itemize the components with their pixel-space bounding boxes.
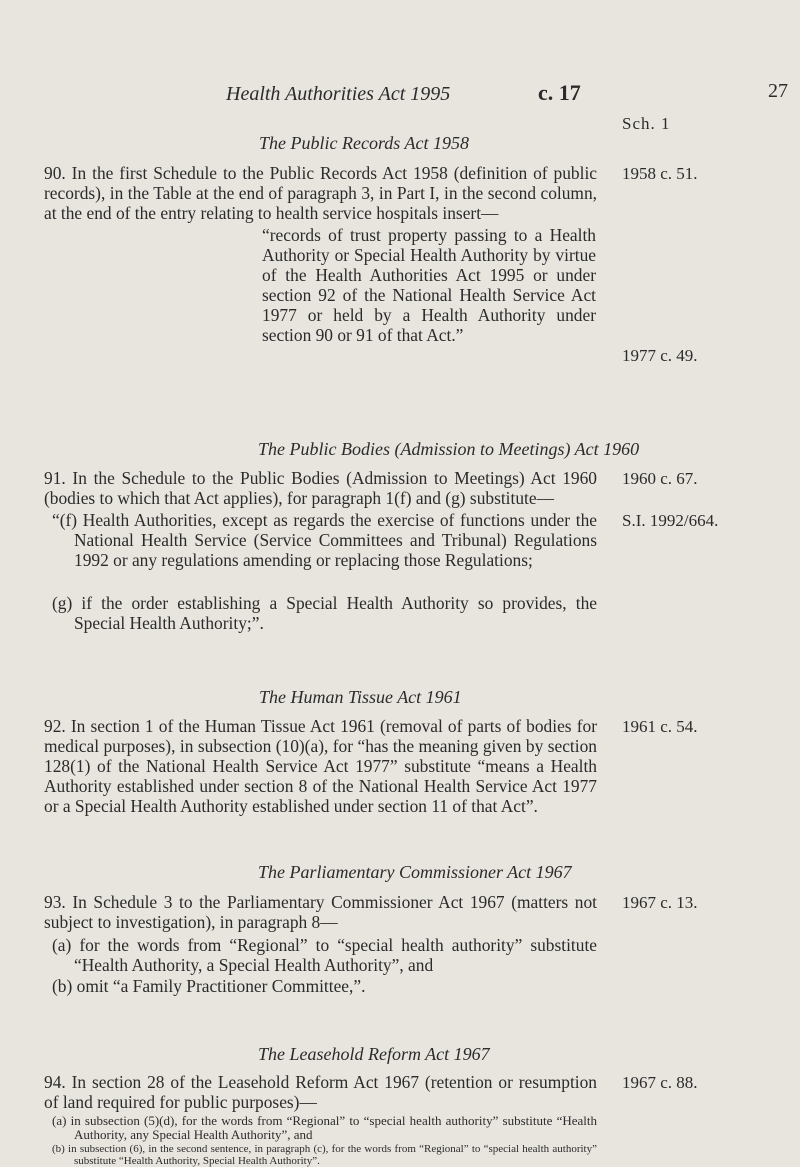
paragraph-text: 90. In the first Schedule to the Public Records Act 1958 (definition of public records), in the Table at the end of paragraph 3, in Part I, in the second column, at the end of the entry relating to health service hospitals insert— xyxy=(44,163,597,223)
section-heading: The Leasehold Reform Act 1967 xyxy=(258,1044,490,1064)
section-heading: The Public Records Act 1958 xyxy=(259,133,469,153)
margin-note: 1977 c. 49. xyxy=(622,346,698,365)
paragraph-text: 93. In Schedule 3 to the Parliamentary Commissioner Act 1967 (matters not subject to investigation), in paragraph 8— xyxy=(44,892,597,932)
inserted-text: “records of trust property passing to a Health Authority or Special Health Authority by virtue of the Health Authorities Act 1995 or under section 92 of the National Health Service Act 1977 or held by a Health Authority under section 90 or 91 of that Act.” xyxy=(262,225,596,345)
paragraph-text: 91. In the Schedule to the Public Bodies (Admission to Meetings) Act 1960 (bodies to which that Act applies), for paragraph 1(f) and (g) substitute— xyxy=(44,468,597,508)
list-item: “(f) Health Authorities, except as regards the exercise of functions under the National Health Service (Service Committees and Tribunal) Regulations 1992 or any regulations amending or replacing those Regulations; xyxy=(52,510,597,570)
section-heading: The Public Bodies (Admission to Meetings) Act 1960 xyxy=(258,439,640,459)
paragraph-text: 92. In section 1 of the Human Tissue Act 1961 (removal of parts of bodies for medical purposes), in subsection (10)(a), for “has the meaning given by section 128(1) of the National Health Service Act 1977” substitute “means a Health Authority established under section 8 of the National Health Service Act 1977 or a Special Health Authority established under section 11 of that Act”. xyxy=(44,716,597,816)
margin-note: S.I. 1992/664. xyxy=(622,511,719,530)
running-header-title: Health Authorities Act 1995 xyxy=(226,83,451,105)
list-item: (a) in subsection (5)(d), for the words from “Regional” to “special health authority” substitute “Health Authority, any Special Health Authority”, and xyxy=(52,1113,597,1142)
item-a xyxy=(22,1114,597,1142)
paragraph-text: 94. In section 28 of the Leasehold Reform Act 1967 (retention or resumption of land required for public purposes)— xyxy=(44,1072,597,1112)
item-a xyxy=(22,935,597,975)
list-item: (b) in subsection (6), in the second sentence, in paragraph (c), for the words from “Regional” to “special health authority” substitute “Health Authority, Special Health Authority”. xyxy=(52,1143,597,1167)
paragraph-92 xyxy=(22,716,597,816)
item-b xyxy=(22,976,597,996)
page-number: 27 xyxy=(768,80,788,102)
margin-note: 1958 c. 51. xyxy=(622,164,698,183)
paragraph-90 xyxy=(22,163,597,223)
list-item: (g) if the order establishing a Special Health Authority so provides, the Special Health Authority;”. xyxy=(52,593,597,633)
section-heading: The Parliamentary Commissioner Act 1967 xyxy=(258,862,572,882)
paragraph-94 xyxy=(22,1072,597,1112)
list-item: (b) omit “a Family Practitioner Committee,”. xyxy=(52,976,366,996)
margin-note: 1967 c. 13. xyxy=(622,893,698,912)
item-g xyxy=(22,593,597,633)
margin-note: 1960 c. 67. xyxy=(622,469,698,488)
section-heading: The Human Tissue Act 1961 xyxy=(259,687,462,707)
paragraph-91 xyxy=(22,468,597,508)
paragraph-93 xyxy=(22,892,597,932)
running-header-chapter: c. 17 xyxy=(538,80,581,105)
schedule-label: Sch. 1 xyxy=(622,114,671,133)
margin-note: 1967 c. 88. xyxy=(622,1073,698,1092)
list-item: (a) for the words from “Regional” to “special health authority” substitute “Health Authority, a Special Health Authority”, and xyxy=(52,935,597,975)
item-f xyxy=(22,510,597,570)
margin-note: 1961 c. 54. xyxy=(622,717,698,736)
item-b xyxy=(22,1143,597,1167)
